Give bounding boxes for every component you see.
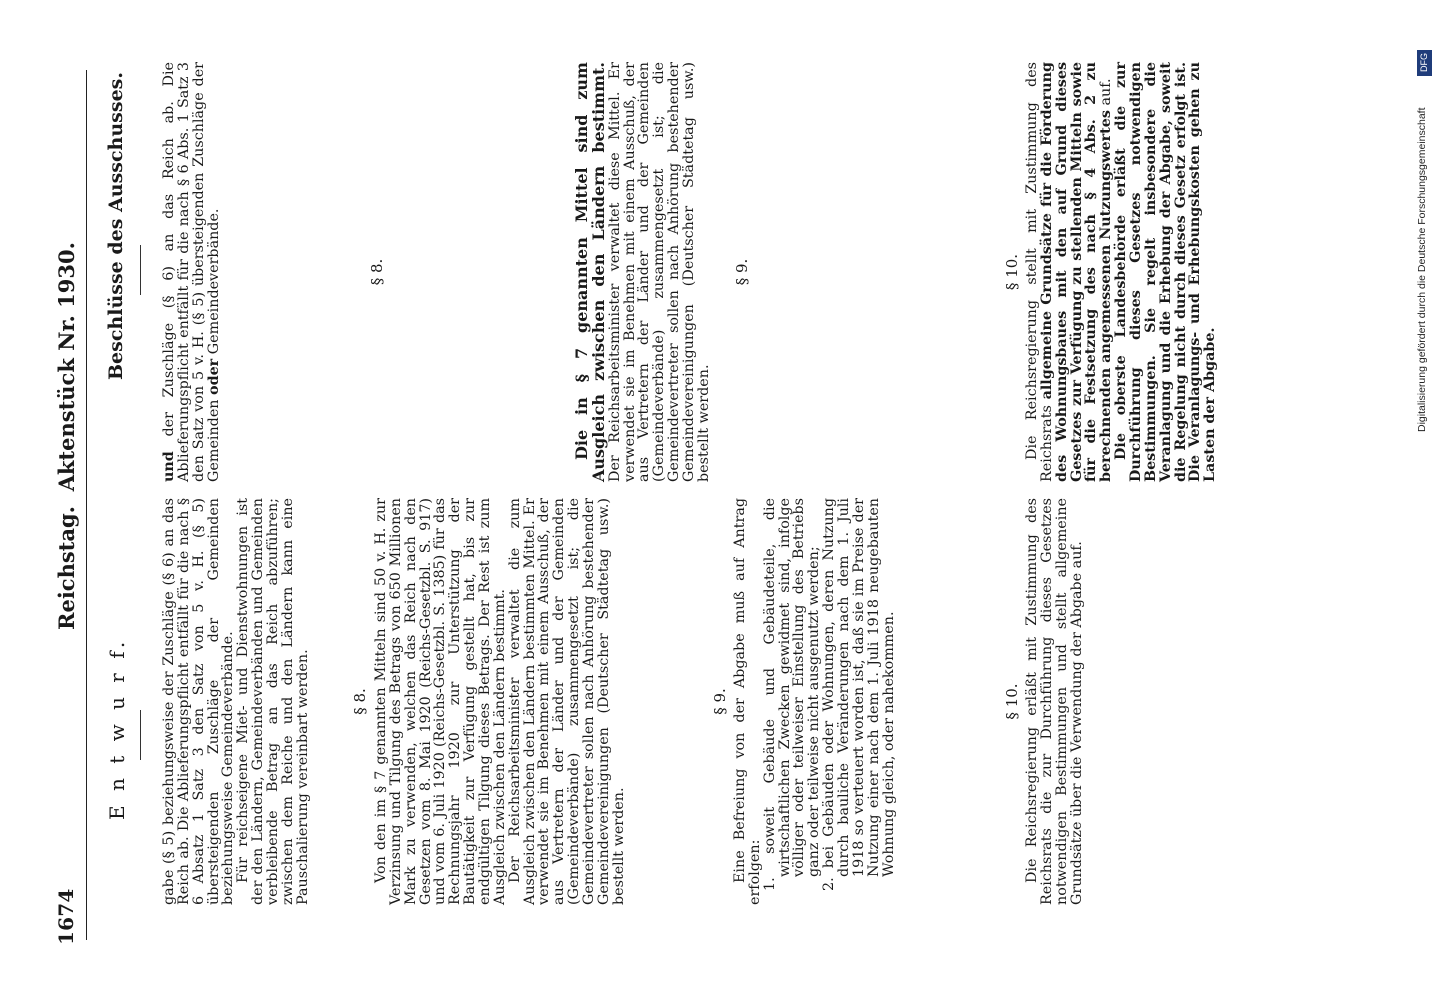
draft-s9 (733, 498, 896, 905)
committee-s8 (574, 62, 712, 482)
committee-heading-rule (140, 245, 141, 295)
committee-s10-heading: § 10. (1003, 253, 1021, 291)
dfg-badge: DFG (1417, 50, 1432, 76)
draft-s9-item-2: 2. bei Gebäuden oder Wohnungen, deren Nutzung durch bauliche Veränderungen nach dem 1. Juli 1918 so verteuert worden ist, daß sie im Preise der Nutzung einer nach dem 1. Juli 1918 neugebauten Wohnung gleich, oder nahekommen. (821, 498, 897, 891)
draft-s10-p: Die Reichsregierung erläßt mit Zustimmung des Reichsrats die zur Durchführung dieses Gesetzes notwendigen Bestimmungen und stellt allgemeine Grundsätze über die Verwendung der Abgabe auf. (1024, 498, 1085, 905)
committee-intro-bold: und (161, 451, 177, 482)
committee-intro (162, 62, 221, 482)
draft-s8-p1: Von den im § 7 genannten Mitteln sind 50 v. H. zur Verzinsung und Tilgung des Betrags von 650 Millionen Mark zu verwenden, welchen das Reich nach den Gesetzen vom 8. Mai 1920 (Reichs-Gesetzbl. S. 917) und vom 6. Juli 1920 (Reichs-Gesetzbl. S. 1385) für das Rechnungsjahr 1920 zur Unterstützung der Bautätigkeit zur Verfügung gestellt hat, bis zur endgültigen Tilgung dieses Betrags. Der Rest ist zum Ausgleich zwischen den Ländern bestimmt. (373, 498, 508, 905)
draft-s8-p2: Der Reichsarbeitsminister verwaltet die zum Ausgleich zwischen den Ländern bestimmten Mittel. Er verwendet sie im Benehmen mit einem Ausschuß, der aus Vertretern der Länder und der Gemeinden (Gemeindeverbände) zusammengesetzt ist; die Gemeindevertreter sollen nach Anhörung bestehender Gemeindevereinigungen (Deutscher Städtetag usw.) bestellt werden. (506, 498, 627, 905)
committee-s8-heading: § 8. (368, 258, 386, 286)
draft-s9-intro: Eine Befreiung von der Abgabe muß auf Antrag erfolgen: (732, 498, 763, 905)
committee-intro-a: der Zuschläge (§ 6) an das Reich ab. Die Ablieferungspflicht entfällt für die nach § 6 Abs. 1 Satz 3 den Satz von 5 v. H. (§ 5) übersteigenden Zuschläge der Gemeinden (161, 62, 222, 482)
draft-heading: E n t w u r f. (105, 637, 129, 820)
draft-s9-item-1: 1. soweit Gebäude und Gebäudeteile, die wirtschaftlichen Zwecken gewidmet sind, infolge völliger oder teilweiser Einstellung des Betriebs ganz oder teilweise nicht ausgenutzt werden; (761, 498, 823, 891)
draft-intro: gabe (§ 5) beziehungsweise der Zuschläge (§ 6) an das Reich ab. Die Ablieferungspflicht entfällt für die nach § 6 Absatz 1 Satz 3 den Satz von 5 v. H. (§ 5) übersteigenden Zuschläge der Gemeinden beziehungsweise Gemeindeverbände. (161, 498, 237, 905)
committee-s10-a: Die Reichsregierung stellt mit Zustimmung des Reichsrats (1024, 62, 1055, 482)
draft-s8 (374, 498, 627, 905)
committee-intro-bold-2: oder (205, 358, 222, 395)
draft-paragraph-2: Für reichseigene Miet- und Dienstwohnungen ist der den Ländern, Gemeindeverbänden und Gemeinden verbleibende Betrag an das Reich abzuführen; zwischen dem Reiche und den Ländern kann eine Pauschalierung vereinbart werden. (235, 498, 311, 905)
document-title: Reichstag. Aktenstück Nr. 1930. (54, 242, 79, 630)
committee-s10-bold: allgemeine Grundsätze für die Förderung des Wohnungsbaues mit den auf Grund dieses Gesetzes zur Verfügung zu stellenden Mitteln sowie für die Festsetzung des nach § 4 Abs. 2 zu berechnenden angemessenen Nutzungswertes (1038, 62, 1115, 482)
draft-column (162, 498, 311, 905)
draft-s10-heading: § 10. (1003, 683, 1021, 720)
draft-s8-heading: § 8. (351, 688, 369, 715)
header-rule (86, 70, 87, 940)
committee-s10-b: auf. (1098, 78, 1115, 111)
committee-intro-b: Gemeindeverbände. (205, 208, 222, 359)
committee-s8-bold: Die in § 7 genannten Mittel sind zum Ausgleich zwischen den Ländern bestimmt. (572, 62, 608, 482)
committee-s10 (1025, 62, 1218, 482)
draft-s9-heading: § 9. (711, 688, 729, 715)
committee-s8-rest: Der Reichsarbeitsminister verwaltet diese Mittel. Er verwendet sie im Benehmen mit einem Ausschuß, der aus Vertretern der Länder und der Gemeinden (Gemeindeverbände) zusammengesetzt ist; die Gemeindevertreter sollen nach Anhörung bestehender Gemeindevereinigungen (Deutscher Städtetag usw.) bestellt werden. (606, 62, 712, 482)
committee-s9-heading: § 9. (733, 258, 751, 286)
committee-heading: Beschlüsse des Ausschusses. (105, 72, 127, 380)
committee-s10-p2: Die oberste Landesbehörde erläßt die zur Durchführung dieses Gesetzes notwendigen Bestimmungen. Sie regelt insbesondere die Veranlagung und die Erhebung der Abgabe, soweit die Regelung nicht durch dieses Gesetz erfolgt ist. Die Veranlagungs- und Erhebungskosten gehen zu Lasten der Abgabe. (1113, 62, 1219, 482)
draft-s10 (1025, 498, 1084, 905)
draft-heading-rule (140, 710, 141, 760)
page-number: 1674 (54, 888, 78, 945)
funding-note: Digitalisierung gefördert durch die Deutsche Forschungsgemeinschaft (1416, 107, 1428, 432)
